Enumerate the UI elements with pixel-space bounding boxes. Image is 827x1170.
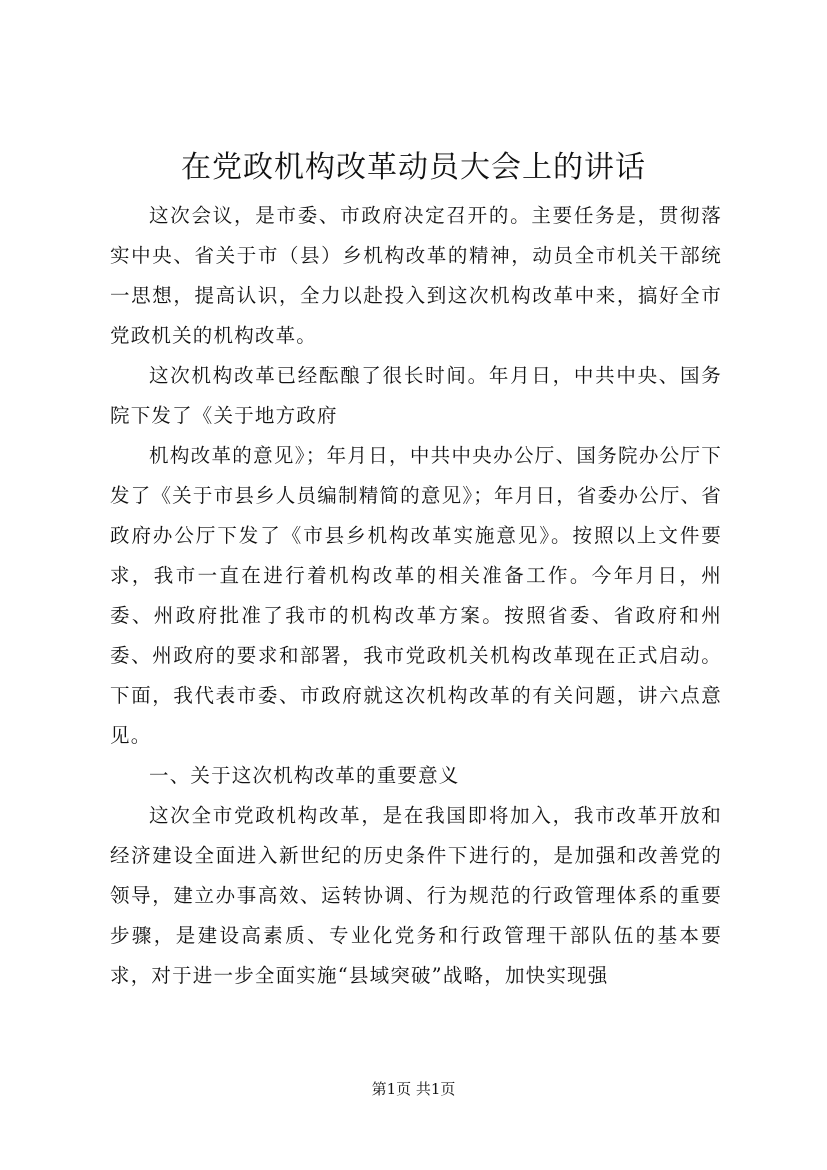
document-title: 在党政机构改革动员大会上的讲话: [181, 150, 646, 185]
document-body: [110, 196, 722, 996]
paragraph-intro: 这次会议，是市委、市政府决定召开的。主要任务是，贯彻落实中央、省关于市（县）乡机构改革的精神，动员全市机关干部统一思想，提高认识，全力以赴投入到这次机构改革中来，搞好全市党政机关的机构改革。: [110, 204, 722, 347]
section-heading-significance: 一、关于这次机构改革的重要意义: [149, 764, 460, 787]
paragraph-significance: 这次全市党政机构改革，是在我国即将加入，我市改革开放和经济建设全面进入新世纪的历史条件下进行的，是加强和改善党的领导，建立办事高效、运转协调、行为规范的行政管理体系的重要步骤，是建设高素质、专业化党务和行政管理干部队伍的基本要求，对于进一步全面实施“县域突破”战略，加快实现强: [110, 804, 722, 987]
paragraph-documents: 机构改革的意见》；年月日，中共中央办公厅、国务院办公厅下发了《关于市县乡人员编制精简的意见》；年月日，省委办公厅、省政府办公厅下发了《市县乡机构改革实施意见》。按照以上文件要求，我市一直在进行着机构改革的相关准备工作。今年月日，州委、州政府批准了我市的机构改革方案。按照省委、省政府和州委、州政府的要求和部署，我市党政机关机构改革现在正式启动。下面，我代表市委、市政府就这次机构改革的有关问题，讲六点意见。: [110, 444, 722, 747]
page-footer: 第1页 共1页: [371, 1080, 456, 1098]
paragraph-background: 这次机构改革已经酝酿了很长时间。年月日，中共中央、国务院下发了《关于地方政府: [110, 364, 722, 427]
